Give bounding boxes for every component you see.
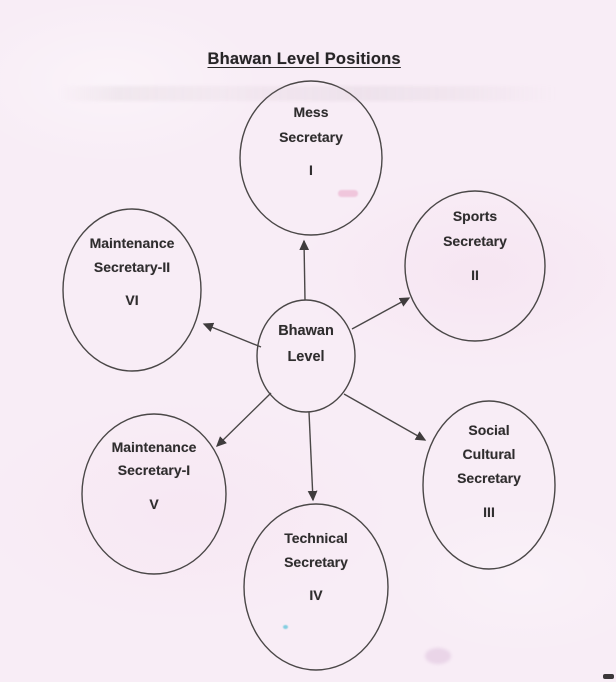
node-line: Secretary-II bbox=[93, 259, 171, 275]
node-label-maintenance-secretary-1 bbox=[112, 436, 197, 516]
node-line: Maintenance bbox=[89, 235, 175, 251]
node-numeral: II bbox=[471, 267, 479, 283]
node-label-mess-secretary bbox=[279, 100, 343, 183]
node-line: Bhawan bbox=[278, 323, 334, 339]
node-line: Mess bbox=[293, 104, 329, 120]
arrow-to-sports-secretary bbox=[352, 298, 409, 329]
node-line: Level bbox=[287, 349, 325, 365]
arrow-to-mess-secretary bbox=[304, 241, 305, 300]
node-line: Maintenance bbox=[111, 439, 197, 455]
node-numeral: III bbox=[483, 504, 495, 520]
node-label-maintenance-secretary-2 bbox=[90, 231, 175, 312]
arrow-to-maintenance-secretary-1 bbox=[217, 393, 271, 446]
diagram-title: Bhawan Level Positions bbox=[207, 50, 401, 68]
node-line: Technical bbox=[284, 530, 348, 546]
node-numeral: IV bbox=[309, 587, 323, 603]
arrow-to-maintenance-secretary-2 bbox=[204, 324, 261, 347]
node-numeral: VI bbox=[125, 292, 139, 308]
node-line: Social bbox=[468, 422, 510, 438]
arrow-to-technical-secretary bbox=[309, 412, 313, 500]
arrow-to-social-cultural-secretary bbox=[344, 394, 425, 440]
node-line: Secretary-I bbox=[117, 462, 191, 478]
node-line: Secretary bbox=[457, 470, 521, 486]
node-numeral: I bbox=[309, 162, 313, 178]
node-label-social-cultural-secretary bbox=[457, 418, 521, 524]
node-line: Secretary bbox=[443, 233, 507, 249]
node-line: Sports bbox=[452, 208, 498, 224]
node-label-sports-secretary bbox=[443, 204, 507, 288]
node-label-technical-secretary bbox=[284, 526, 348, 607]
node-line: Secretary bbox=[279, 129, 343, 145]
node-numeral: V bbox=[149, 496, 159, 512]
node-line: Cultural bbox=[462, 446, 516, 462]
node-line: Secretary bbox=[284, 554, 348, 570]
node-label-bhawan-level bbox=[278, 318, 334, 370]
